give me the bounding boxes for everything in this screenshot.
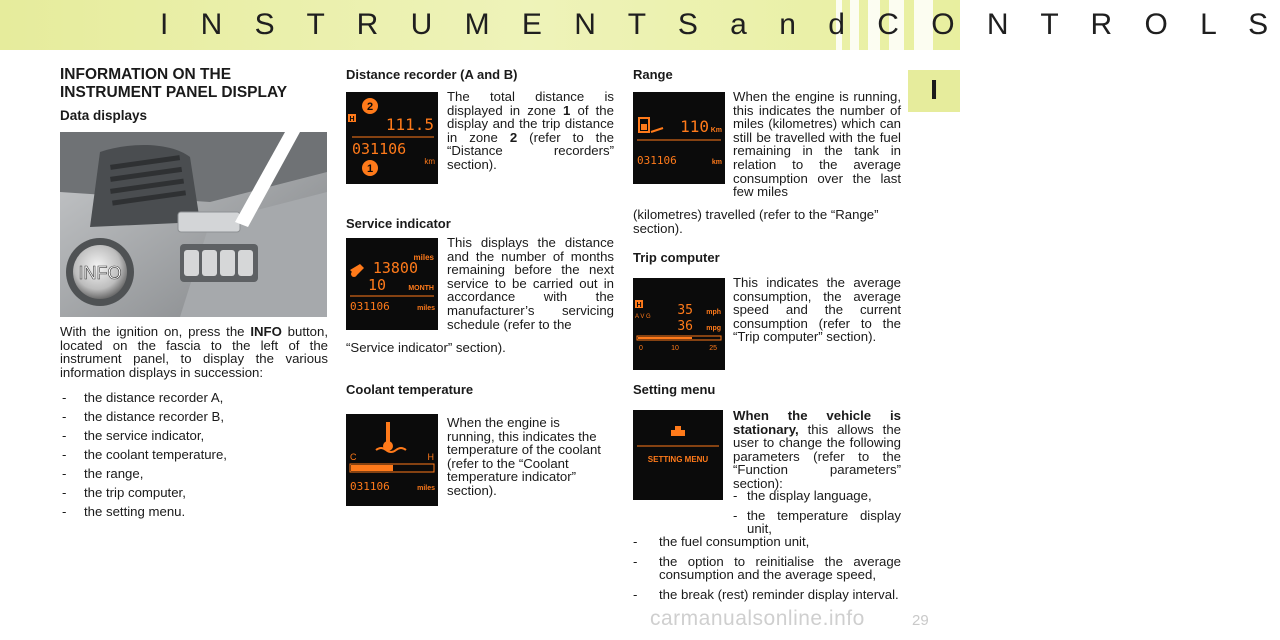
trip-consumption-unit: mpg — [706, 325, 721, 332]
range-text: When the engine is running, this indicates the number of miles (kilometres) which can still be travelled with the fuel remaining in the tank in relation to the average consumption over the last few miles — [733, 89, 901, 200]
list-item: - the setting menu. — [60, 502, 330, 521]
chapter-tab — [908, 70, 960, 112]
info-button-label: INFO — [78, 263, 122, 283]
trip-scale-max: 25 — [709, 345, 717, 352]
setting-menu-text — [733, 409, 901, 491]
list-item: - the trip computer, — [60, 483, 330, 502]
coolant-total-value: 031106 — [350, 480, 390, 493]
service-months-unit: MONTH — [408, 285, 434, 292]
trip-computer-text: This indicates the average consumption, the average speed and the current consumption (refer to the “Trip computer” section). — [733, 275, 901, 345]
trip-computer-heading: Trip computer — [633, 250, 720, 265]
list-item: - the break (rest) reminder display interval. — [633, 588, 901, 602]
trip-avg-label: A V G — [635, 314, 651, 320]
data-displays-heading: Data displays — [60, 108, 148, 123]
coolant-temperature-display — [346, 414, 438, 506]
trip-scale-mid: 10 — [671, 345, 679, 352]
distance-text-mid: of the display and the trip distance in zone — [447, 102, 614, 145]
range-unit: Km — [710, 127, 722, 134]
range-total-unit: km — [711, 159, 722, 166]
list-item: - the distance recorder A, — [60, 388, 330, 407]
range-heading: Range — [633, 67, 673, 82]
service-months-value: 10 — [368, 276, 387, 294]
service-miles-unit: miles — [413, 253, 434, 262]
page-title: I N S T R U M E N T S a n d C O N T R O L S — [160, 8, 1280, 41]
distance-text: The total distance is displayed in zone — [447, 89, 614, 118]
coolant-cold-label: C — [350, 452, 357, 462]
distance-unit: km — [424, 157, 435, 166]
range-value: 110 — [680, 117, 709, 136]
trip-speed-unit: mph — [706, 309, 721, 316]
trip-computer-display — [633, 278, 725, 370]
hour-tag: H — [349, 116, 355, 123]
setting-menu-heading: Setting menu — [633, 382, 716, 397]
distance-text-post: (refer to the “Distance recorders” section). — [447, 129, 614, 172]
setting-menu-display — [633, 410, 723, 500]
list-item: - the service indicator, — [60, 426, 330, 445]
list-item: - the option to reinitialise the average consumption and the average speed, — [633, 555, 901, 582]
coolant-total-unit: miles — [417, 485, 435, 492]
coolant-temperature-heading: Coolant temperature — [346, 382, 474, 397]
list-item: - the coolant temperature, — [60, 445, 330, 464]
distance-recorder-text — [447, 90, 614, 172]
zone-2-ref: 2 — [509, 129, 518, 145]
service-indicator-heading: Service indicator — [346, 216, 451, 231]
coolant-temperature-text: When the engine is running, this indicates the temperature of the coolant (refer to the “Coolant temperature indicator” section). — [447, 415, 601, 498]
trip-tag: H — [636, 302, 642, 309]
distance-recorder-heading: Distance recorder (A and B) — [346, 67, 518, 82]
coolant-level-bar — [351, 465, 393, 471]
setting-parameter-list — [633, 535, 901, 607]
list-item: - the fuel consumption unit, — [633, 535, 901, 549]
intro-bold: INFO — [250, 324, 282, 339]
trip-scale-min: 0 — [639, 345, 643, 352]
watermark: carmanualsonline.info — [650, 607, 865, 630]
dashboard-photo — [60, 132, 327, 317]
service-indicator-display — [346, 238, 438, 330]
page-number: 29 — [912, 612, 929, 629]
trip-distance-value: 111.5 — [385, 115, 434, 134]
header-band — [0, 0, 1280, 50]
section-heading: INFORMATION ON THE INSTRUMENT PANEL DISPLAY — [60, 66, 288, 101]
coolant-hot-label: H — [427, 452, 434, 462]
distance-recorder-display — [346, 92, 438, 184]
service-miles-value: 13800 — [372, 259, 418, 277]
intro-text: With the ignition on, press the — [60, 324, 251, 339]
setting-text-rest: this allows the user to change the following parameters (refer to the “Function parameters” section): — [733, 421, 901, 491]
zone-1-marker: 1 — [366, 163, 374, 175]
zone-1-ref: 1 — [563, 102, 571, 118]
service-total-value: 031106 — [350, 300, 390, 313]
intro-text-rest: button, located on the fascia to the left of the instrument panel, to display the various information displays in succession: — [60, 324, 328, 380]
chapter-tab-label: I — [930, 74, 938, 105]
list-item: - the temperature display unit, — [733, 509, 901, 536]
setting-bold-text: When the vehicle is stationary, — [733, 408, 901, 437]
list-item: - the display language, — [733, 489, 901, 503]
display-list — [60, 388, 330, 521]
service-indicator-text: This displays the distance and the number of months remaining before the next service to be carried out in accordance with the manufacturer’s servicing schedule (refer to the — [447, 235, 614, 332]
zone-2-marker: 2 — [366, 101, 374, 113]
trip-speed-value: 35 — [677, 303, 693, 318]
range-text-end: (kilometres) travelled (refer to the “Range” section). — [633, 207, 879, 236]
range-display — [633, 92, 725, 184]
total-distance-value: 031106 — [352, 140, 407, 158]
list-item: - the distance recorder B, — [60, 407, 330, 426]
info-intro-paragraph — [60, 325, 328, 379]
list-item: - the range, — [60, 464, 330, 483]
range-total-value: 031106 — [637, 154, 677, 167]
service-total-unit: miles — [417, 305, 435, 312]
setting-menu-label: SETTING MENU — [647, 455, 709, 464]
trip-consumption-value: 36 — [677, 319, 693, 334]
service-indicator-text-end: “Service indicator” section). — [346, 340, 506, 355]
